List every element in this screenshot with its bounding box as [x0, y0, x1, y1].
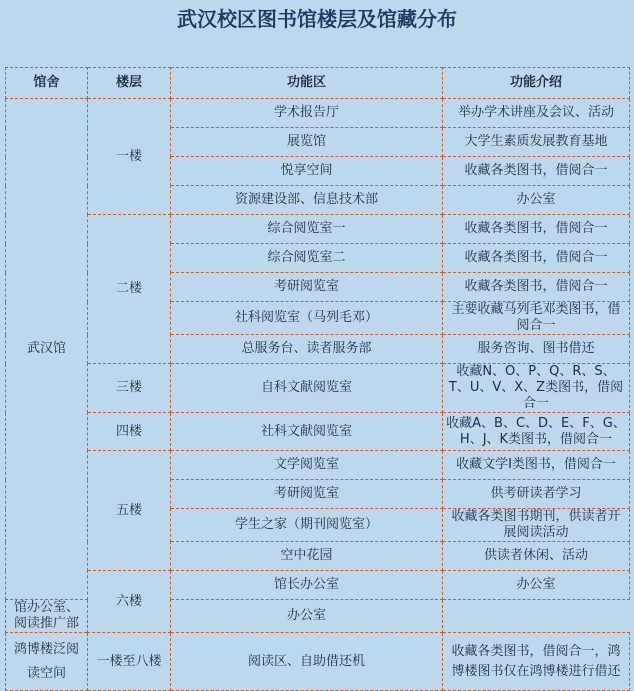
- desc-cell: 收藏各类图书，借阅合一，鸿博楼图书仅在鸿博楼进行借还: [443, 633, 630, 691]
- desc-cell: 办公室: [443, 571, 630, 600]
- building-hongbo: 鸿博楼泛阅读空间: [6, 633, 88, 691]
- area-cell: 资源建设部、信息技术部: [171, 186, 443, 215]
- desc-cell: 收藏各类图书，借阅合一: [443, 244, 630, 273]
- table-row: [6, 633, 630, 691]
- header-floor: 楼层: [88, 68, 171, 99]
- area-cell: 自科文献阅览室: [171, 364, 443, 413]
- table-header-row: [6, 68, 630, 99]
- table-row: [6, 99, 630, 128]
- desc-cell: 大学生素质发展教育基地: [443, 128, 630, 157]
- area-cell: 悦享空间: [171, 157, 443, 186]
- area-cell: 综合阅览室一: [171, 215, 443, 244]
- desc-cell: 收藏各类图书，借阅合一: [443, 215, 630, 244]
- header-area: 功能区: [171, 68, 443, 99]
- page-title: 武汉校区图书馆楼层及馆藏分布: [177, 7, 457, 31]
- table-row: [6, 413, 630, 451]
- desc-cell: 收藏N、O、P、Q、R、S、T、U、V、X、Z类图书，借阅合一: [443, 364, 630, 413]
- area-cell: 社科阅览室（马列毛邓）: [171, 302, 443, 335]
- desc-cell: 收藏各类图书期刊，供读者开展阅读活动: [443, 509, 630, 542]
- floor-1-to-8: 一楼至八楼: [88, 633, 171, 691]
- desc-cell: 收藏各类图书，借阅合一: [443, 273, 630, 302]
- desc-cell: 供考研读者学习: [443, 480, 630, 509]
- area-cell: 阅读区、自助借还机: [171, 633, 443, 691]
- table-row: [6, 364, 630, 413]
- area-cell: 社科文献阅览室: [171, 413, 443, 451]
- area-cell: 学术报告厅: [171, 99, 443, 128]
- floor-5: 五楼: [88, 451, 171, 571]
- floor-6: 六楼: [88, 571, 171, 633]
- header-description: 功能介绍: [443, 68, 630, 99]
- floor-1: 一楼: [88, 99, 171, 215]
- desc-cell: 办公室: [443, 186, 630, 215]
- area-cell: 考研阅览室: [171, 273, 443, 302]
- area-cell: 馆长办公室: [171, 571, 443, 600]
- header-building: 馆舍: [6, 68, 88, 99]
- floor-3: 三楼: [88, 364, 171, 413]
- table-row: [6, 451, 630, 480]
- table-row: [6, 215, 630, 244]
- desc-cell: 收藏文学I类图书，借阅合一: [443, 451, 630, 480]
- area-cell: 综合阅览室二: [171, 244, 443, 273]
- area-cell: 馆办公室、阅读推广部: [6, 600, 88, 633]
- desc-cell: 供读者休闲、活动: [443, 542, 630, 571]
- area-cell: 考研阅览室: [171, 480, 443, 509]
- desc-cell: 服务咨询、图书借还: [443, 335, 630, 364]
- desc-cell: 收藏各类图书，借阅合一: [443, 157, 630, 186]
- area-cell: 展览馆: [171, 128, 443, 157]
- building-wuhan: 武汉馆: [6, 99, 88, 600]
- area-cell: 文学阅览室: [171, 451, 443, 480]
- floor-4: 四楼: [88, 413, 171, 451]
- table-row: [6, 571, 630, 600]
- floor-2: 二楼: [88, 215, 171, 364]
- desc-cell: 办公室: [171, 600, 443, 633]
- floor-distribution-table: [5, 67, 630, 691]
- area-cell: 总服务台、读者服务部: [171, 335, 443, 364]
- desc-cell: 收藏A、B、C、D、E、F、G、H、J、K类图书，借阅合一: [443, 413, 630, 451]
- area-cell: 空中花园: [171, 542, 443, 571]
- desc-cell: 举办学术讲座及会议、活动: [443, 99, 630, 128]
- area-cell: 学生之家（期刊阅览室）: [171, 509, 443, 542]
- desc-cell: 主要收藏马列毛邓类图书，借阅合一: [443, 302, 630, 335]
